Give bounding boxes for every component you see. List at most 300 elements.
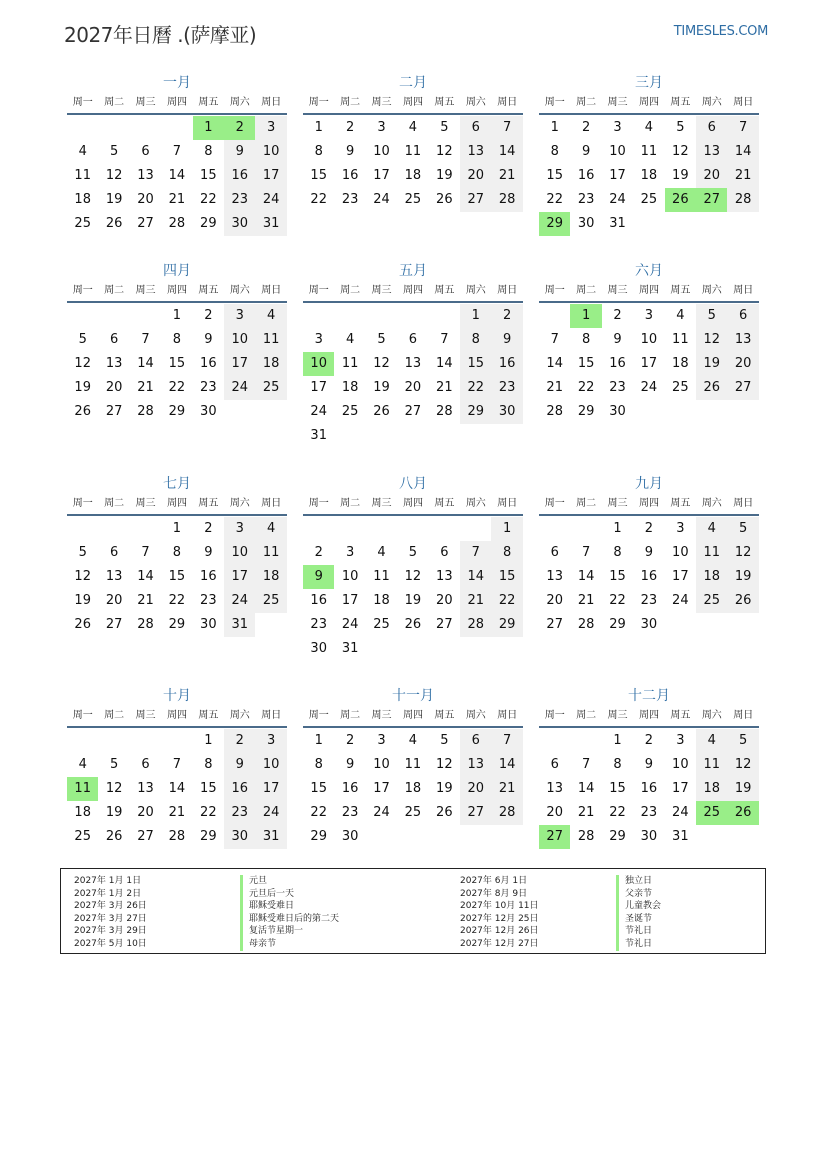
- day-cell: 3: [676, 521, 685, 536]
- legend-date: 2027年 12月 25日: [460, 913, 539, 924]
- day-cell: 14: [491, 753, 522, 777]
- day-cell: 28: [168, 216, 186, 231]
- day-cell: 30: [491, 400, 522, 424]
- month-name: 三月: [635, 75, 663, 91]
- day-cell: 18: [255, 565, 286, 589]
- day-cell: 23: [310, 617, 327, 632]
- day-cell: 20: [727, 352, 758, 376]
- weekday-label: 周五: [434, 710, 455, 721]
- day-cell: 31: [224, 613, 255, 637]
- day-cell: 28: [436, 404, 453, 419]
- day-cell: 18: [696, 565, 727, 589]
- day-cell: 10: [373, 757, 390, 772]
- day-cell: 4: [377, 545, 386, 560]
- day-cell: 13: [460, 753, 491, 777]
- holiday-day-cell: 29: [539, 212, 570, 236]
- site-link[interactable]: TIMESLES.COM: [673, 24, 768, 39]
- day-cell: 15: [168, 569, 186, 584]
- day-cell: 17: [224, 352, 255, 376]
- day-cell: 24: [224, 376, 255, 400]
- day-cell: 30: [310, 641, 327, 656]
- legend-holiday-name: 独立日: [616, 875, 661, 888]
- day-cell: 11: [696, 541, 727, 565]
- day-cell: 8: [491, 541, 522, 565]
- day-cell: 12: [74, 356, 91, 371]
- day-cell: 1: [460, 304, 491, 328]
- day-cell: 17: [310, 380, 327, 395]
- day-cell: 13: [404, 356, 422, 371]
- day-cell: 11: [640, 144, 658, 159]
- day-cell: 5: [440, 733, 449, 748]
- weekday-label: 周六: [465, 710, 486, 721]
- legend-date: 2027年 12月 26日: [460, 926, 539, 937]
- day-cell: 12: [373, 356, 390, 371]
- day-cell: 26: [436, 805, 453, 820]
- day-cell: 19: [404, 593, 422, 608]
- empty-cell: [130, 116, 161, 140]
- day-cell: 30: [224, 212, 255, 236]
- day-cell: 1: [172, 521, 182, 536]
- weekday-label: 周三: [607, 710, 628, 721]
- empty-cell: [303, 517, 334, 541]
- day-cell: 14: [460, 565, 491, 589]
- day-cell: 13: [137, 168, 154, 183]
- day-cell: 12: [105, 168, 123, 183]
- day-cell: 24: [255, 801, 286, 825]
- day-cell: 6: [440, 545, 449, 560]
- day-cell: 17: [672, 569, 689, 584]
- weekday-label: 周五: [434, 498, 455, 509]
- day-cell: 13: [105, 569, 123, 584]
- day-cell: 29: [609, 829, 626, 844]
- day-cell: 2: [644, 733, 654, 748]
- day-cell: 22: [168, 380, 186, 395]
- month-block: [67, 686, 287, 849]
- day-cell: 14: [436, 356, 453, 371]
- day-cell: 23: [341, 192, 359, 207]
- weekday-label: 周日: [261, 97, 282, 108]
- day-cell: 28: [460, 613, 491, 637]
- month-name: 八月: [399, 476, 427, 492]
- weekday-label: 周二: [576, 285, 597, 296]
- day-cell: 7: [141, 332, 150, 347]
- day-cell: 31: [609, 216, 626, 231]
- day-cell: 21: [491, 164, 522, 188]
- weekday-label: 周六: [701, 710, 722, 721]
- day-cell: 23: [640, 593, 658, 608]
- day-cell: 17: [224, 565, 255, 589]
- day-cell: 21: [546, 380, 563, 395]
- day-cell: 2: [644, 521, 654, 536]
- weekday-label: 周二: [104, 710, 125, 721]
- day-cell: 20: [460, 164, 491, 188]
- day-cell: 26: [436, 192, 453, 207]
- weekday-header: [303, 93, 523, 115]
- empty-cell: [98, 729, 129, 753]
- day-cell: 9: [224, 140, 255, 164]
- day-cell: 1: [491, 517, 522, 541]
- day-cell: 18: [74, 805, 91, 820]
- day-cell: 25: [74, 216, 91, 231]
- day-cell: 21: [137, 380, 154, 395]
- day-cell: 16: [200, 569, 217, 584]
- day-cell: 10: [341, 569, 359, 584]
- legend-holiday-name: 元旦后一天: [240, 888, 339, 901]
- empty-cell: [67, 116, 98, 140]
- day-cell: 16: [224, 164, 255, 188]
- day-cell: 24: [224, 589, 255, 613]
- empty-cell: [161, 116, 192, 140]
- weekday-label: 周三: [135, 498, 156, 509]
- day-cell: 11: [696, 753, 727, 777]
- day-cell: 24: [373, 805, 390, 820]
- weekday-label: 周一: [308, 710, 329, 721]
- day-cell: 3: [314, 332, 323, 347]
- weekday-label: 周六: [701, 498, 722, 509]
- day-cell: 7: [581, 545, 591, 560]
- day-cell: 1: [314, 120, 323, 135]
- weekday-label: 周二: [104, 498, 125, 509]
- day-cell: 15: [491, 565, 522, 589]
- weekday-label: 周四: [638, 710, 659, 721]
- day-cell: 9: [581, 144, 591, 159]
- weekday-label: 周三: [371, 97, 392, 108]
- day-cell: 17: [373, 781, 390, 796]
- day-cell: 17: [255, 777, 286, 801]
- day-cell: 3: [676, 733, 685, 748]
- day-cell: 23: [224, 801, 255, 825]
- day-cell: 5: [727, 729, 758, 753]
- day-cell: 3: [613, 120, 622, 135]
- day-cell: 9: [204, 545, 213, 560]
- day-cell: 16: [577, 168, 595, 183]
- legend-date: 2027年 6月 1日: [460, 876, 528, 886]
- day-cell: 13: [436, 569, 453, 584]
- day-cell: 28: [137, 404, 154, 419]
- day-cell: 25: [74, 829, 91, 844]
- day-cell: 3: [644, 308, 654, 323]
- day-cell: 18: [404, 781, 422, 796]
- day-cell: 4: [255, 304, 286, 328]
- day-cell: 24: [341, 617, 359, 632]
- day-grid: [539, 116, 759, 236]
- legend-holiday-name: 耶稣受难日后的第二天: [240, 913, 339, 926]
- day-cell: 6: [460, 729, 491, 753]
- day-cell: 20: [105, 380, 123, 395]
- day-cell: 15: [609, 569, 626, 584]
- weekday-label: 周五: [670, 498, 691, 509]
- day-cell: 13: [727, 328, 758, 352]
- day-cell: 20: [105, 593, 123, 608]
- legend-date: 2027年 3月 27日: [74, 913, 147, 924]
- weekday-label: 周六: [229, 498, 250, 509]
- holiday-day-cell: 11: [67, 777, 98, 801]
- legend-holiday-name: 节礼日: [616, 938, 661, 951]
- day-cell: 21: [168, 805, 186, 820]
- empty-cell: [67, 729, 98, 753]
- weekday-label: 周五: [434, 97, 455, 108]
- day-cell: 8: [613, 757, 622, 772]
- day-cell: 8: [172, 332, 182, 347]
- day-cell: 21: [436, 380, 453, 395]
- day-cell: 6: [696, 116, 727, 140]
- day-cell: 8: [613, 545, 622, 560]
- day-cell: 4: [696, 517, 727, 541]
- weekday-label: 周二: [340, 498, 361, 509]
- day-cell: 7: [727, 116, 758, 140]
- day-cell: 6: [109, 545, 119, 560]
- legend-date: 2027年 12月 27日: [460, 938, 539, 949]
- day-cell: 18: [255, 352, 286, 376]
- day-grid: [67, 729, 287, 849]
- weekday-label: 周一: [308, 97, 329, 108]
- weekday-label: 周三: [607, 285, 628, 296]
- day-cell: 31: [341, 641, 359, 656]
- weekday-label: 周三: [607, 97, 628, 108]
- day-cell: 26: [727, 589, 758, 613]
- weekday-label: 周日: [733, 498, 754, 509]
- day-cell: 30: [609, 404, 626, 419]
- day-cell: 24: [609, 192, 626, 207]
- day-cell: 10: [672, 757, 689, 772]
- legend-holiday-name: 节礼日: [616, 925, 661, 938]
- weekday-label: 周二: [104, 97, 125, 108]
- day-cell: 2: [224, 729, 255, 753]
- weekday-label: 周六: [229, 97, 250, 108]
- empty-cell: [303, 304, 334, 328]
- legend-names-right: [616, 875, 661, 951]
- holiday-day-cell: 10: [303, 352, 334, 376]
- day-cell: 23: [609, 380, 626, 395]
- day-cell: 12: [727, 753, 758, 777]
- legend-holiday-name: 元旦: [240, 875, 339, 888]
- day-cell: 3: [377, 120, 386, 135]
- day-cell: 12: [436, 757, 453, 772]
- day-cell: 20: [137, 192, 154, 207]
- day-cell: 14: [727, 140, 758, 164]
- weekday-label: 周一: [72, 498, 93, 509]
- weekday-header: [303, 281, 523, 303]
- weekday-label: 周日: [497, 97, 518, 108]
- month-name: 七月: [163, 476, 191, 492]
- day-grid: [67, 116, 287, 236]
- empty-cell: [334, 517, 365, 541]
- month-block: [67, 474, 287, 637]
- day-cell: 19: [105, 192, 123, 207]
- day-cell: 25: [640, 192, 658, 207]
- day-cell: 24: [373, 192, 390, 207]
- day-cell: 11: [373, 569, 390, 584]
- day-cell: 10: [224, 541, 255, 565]
- day-cell: 18: [404, 168, 422, 183]
- weekday-label: 周六: [465, 97, 486, 108]
- day-cell: 29: [168, 404, 186, 419]
- day-cell: 5: [78, 545, 87, 560]
- day-cell: 5: [408, 545, 418, 560]
- day-cell: 2: [581, 120, 591, 135]
- day-cell: 31: [672, 829, 689, 844]
- day-cell: 15: [310, 168, 327, 183]
- day-cell: 12: [436, 144, 453, 159]
- day-grid: [303, 304, 523, 448]
- day-cell: 15: [310, 781, 327, 796]
- day-cell: 13: [546, 569, 563, 584]
- day-cell: 31: [255, 212, 286, 236]
- day-cell: 22: [200, 192, 217, 207]
- day-cell: 22: [577, 380, 595, 395]
- weekday-label: 周日: [497, 710, 518, 721]
- day-cell: 6: [408, 332, 418, 347]
- day-cell: 16: [341, 781, 359, 796]
- weekday-header: [67, 93, 287, 115]
- day-cell: 7: [460, 541, 491, 565]
- day-cell: 20: [436, 593, 453, 608]
- day-cell: 1: [172, 308, 182, 323]
- day-cell: 12: [672, 144, 689, 159]
- empty-cell: [397, 304, 428, 328]
- empty-cell: [334, 304, 365, 328]
- day-cell: 4: [676, 308, 685, 323]
- day-cell: 13: [696, 140, 727, 164]
- day-cell: 14: [577, 781, 595, 796]
- month-block: [67, 73, 287, 236]
- month-block: [539, 261, 759, 424]
- weekday-label: 周一: [72, 710, 93, 721]
- day-cell: 13: [105, 356, 123, 371]
- day-cell: 26: [105, 216, 123, 231]
- weekday-label: 周一: [308, 285, 329, 296]
- month-block: [303, 73, 523, 212]
- day-cell: 25: [373, 617, 390, 632]
- day-cell: 25: [404, 192, 422, 207]
- day-cell: 28: [491, 801, 522, 825]
- month-block: [67, 261, 287, 424]
- day-cell: 4: [78, 144, 87, 159]
- day-cell: 27: [105, 404, 123, 419]
- weekday-label: 周二: [576, 498, 597, 509]
- day-cell: 9: [644, 545, 654, 560]
- weekday-label: 周三: [135, 710, 156, 721]
- holiday-day-cell: 27: [539, 825, 570, 849]
- day-cell: 24: [640, 380, 658, 395]
- holiday-day-cell: 25: [696, 801, 727, 825]
- day-cell: 10: [255, 140, 286, 164]
- day-cell: 8: [550, 144, 559, 159]
- day-cell: 2: [345, 733, 355, 748]
- day-cell: 25: [255, 589, 286, 613]
- day-cell: 19: [436, 168, 453, 183]
- legend-date: 2027年 1月 1日: [74, 876, 142, 886]
- day-cell: 15: [460, 352, 491, 376]
- weekday-label: 周四: [638, 285, 659, 296]
- weekday-label: 周日: [497, 285, 518, 296]
- weekday-label: 周三: [607, 498, 628, 509]
- day-cell: 9: [345, 144, 355, 159]
- weekday-label: 周五: [198, 285, 219, 296]
- weekday-label: 周四: [166, 97, 187, 108]
- day-cell: 8: [314, 757, 323, 772]
- weekday-label: 周三: [135, 285, 156, 296]
- day-cell: 25: [341, 404, 359, 419]
- day-cell: 16: [341, 168, 359, 183]
- weekday-header: [539, 494, 759, 516]
- day-cell: 25: [672, 380, 689, 395]
- day-cell: 4: [696, 729, 727, 753]
- day-cell: 19: [74, 380, 91, 395]
- weekday-label: 周四: [638, 97, 659, 108]
- day-grid: [539, 517, 759, 637]
- day-cell: 20: [546, 805, 563, 820]
- day-cell: 25: [255, 376, 286, 400]
- day-cell: 1: [314, 733, 323, 748]
- day-cell: 22: [609, 593, 626, 608]
- day-cell: 7: [491, 729, 522, 753]
- month-name: 十一月: [392, 688, 434, 704]
- holiday-day-cell: 2: [224, 116, 255, 140]
- day-cell: 4: [408, 120, 418, 135]
- day-grid: [67, 304, 287, 424]
- weekday-label: 周日: [733, 97, 754, 108]
- weekday-label: 周五: [670, 97, 691, 108]
- empty-cell: [98, 517, 129, 541]
- weekday-label: 周六: [701, 97, 722, 108]
- weekday-label: 周四: [402, 710, 423, 721]
- empty-cell: [161, 729, 192, 753]
- day-cell: 19: [727, 565, 758, 589]
- day-cell: 17: [609, 168, 626, 183]
- month-block: [303, 261, 523, 448]
- day-cell: 6: [727, 304, 758, 328]
- day-cell: 3: [255, 116, 286, 140]
- weekday-label: 周一: [544, 97, 565, 108]
- day-cell: 3: [224, 517, 255, 541]
- day-cell: 15: [168, 356, 186, 371]
- empty-cell: [539, 304, 570, 328]
- empty-cell: [570, 517, 601, 541]
- weekday-label: 周五: [670, 285, 691, 296]
- day-cell: 18: [696, 777, 727, 801]
- day-cell: 29: [491, 613, 522, 637]
- day-cell: 15: [577, 356, 595, 371]
- day-cell: 21: [137, 593, 154, 608]
- weekday-header: [67, 706, 287, 728]
- day-cell: 28: [577, 617, 595, 632]
- day-cell: 2: [345, 120, 355, 135]
- empty-cell: [67, 304, 98, 328]
- empty-cell: [539, 517, 570, 541]
- day-cell: 1: [550, 120, 559, 135]
- month-name: 六月: [635, 263, 663, 279]
- day-cell: 24: [255, 188, 286, 212]
- legend-holiday-name: 父亲节: [616, 888, 661, 901]
- day-cell: 11: [255, 541, 286, 565]
- weekday-label: 周四: [402, 285, 423, 296]
- day-cell: 23: [224, 188, 255, 212]
- weekday-header: [539, 281, 759, 303]
- day-cell: 27: [137, 829, 154, 844]
- day-cell: 18: [341, 380, 359, 395]
- day-cell: 4: [408, 733, 418, 748]
- weekday-label: 周二: [576, 97, 597, 108]
- weekday-label: 周三: [135, 97, 156, 108]
- weekday-label: 周六: [229, 285, 250, 296]
- day-cell: 10: [640, 332, 658, 347]
- weekday-label: 周四: [402, 498, 423, 509]
- day-grid: [303, 116, 523, 212]
- empty-cell: [429, 517, 460, 541]
- day-cell: 1: [613, 733, 622, 748]
- day-cell: 24: [672, 805, 689, 820]
